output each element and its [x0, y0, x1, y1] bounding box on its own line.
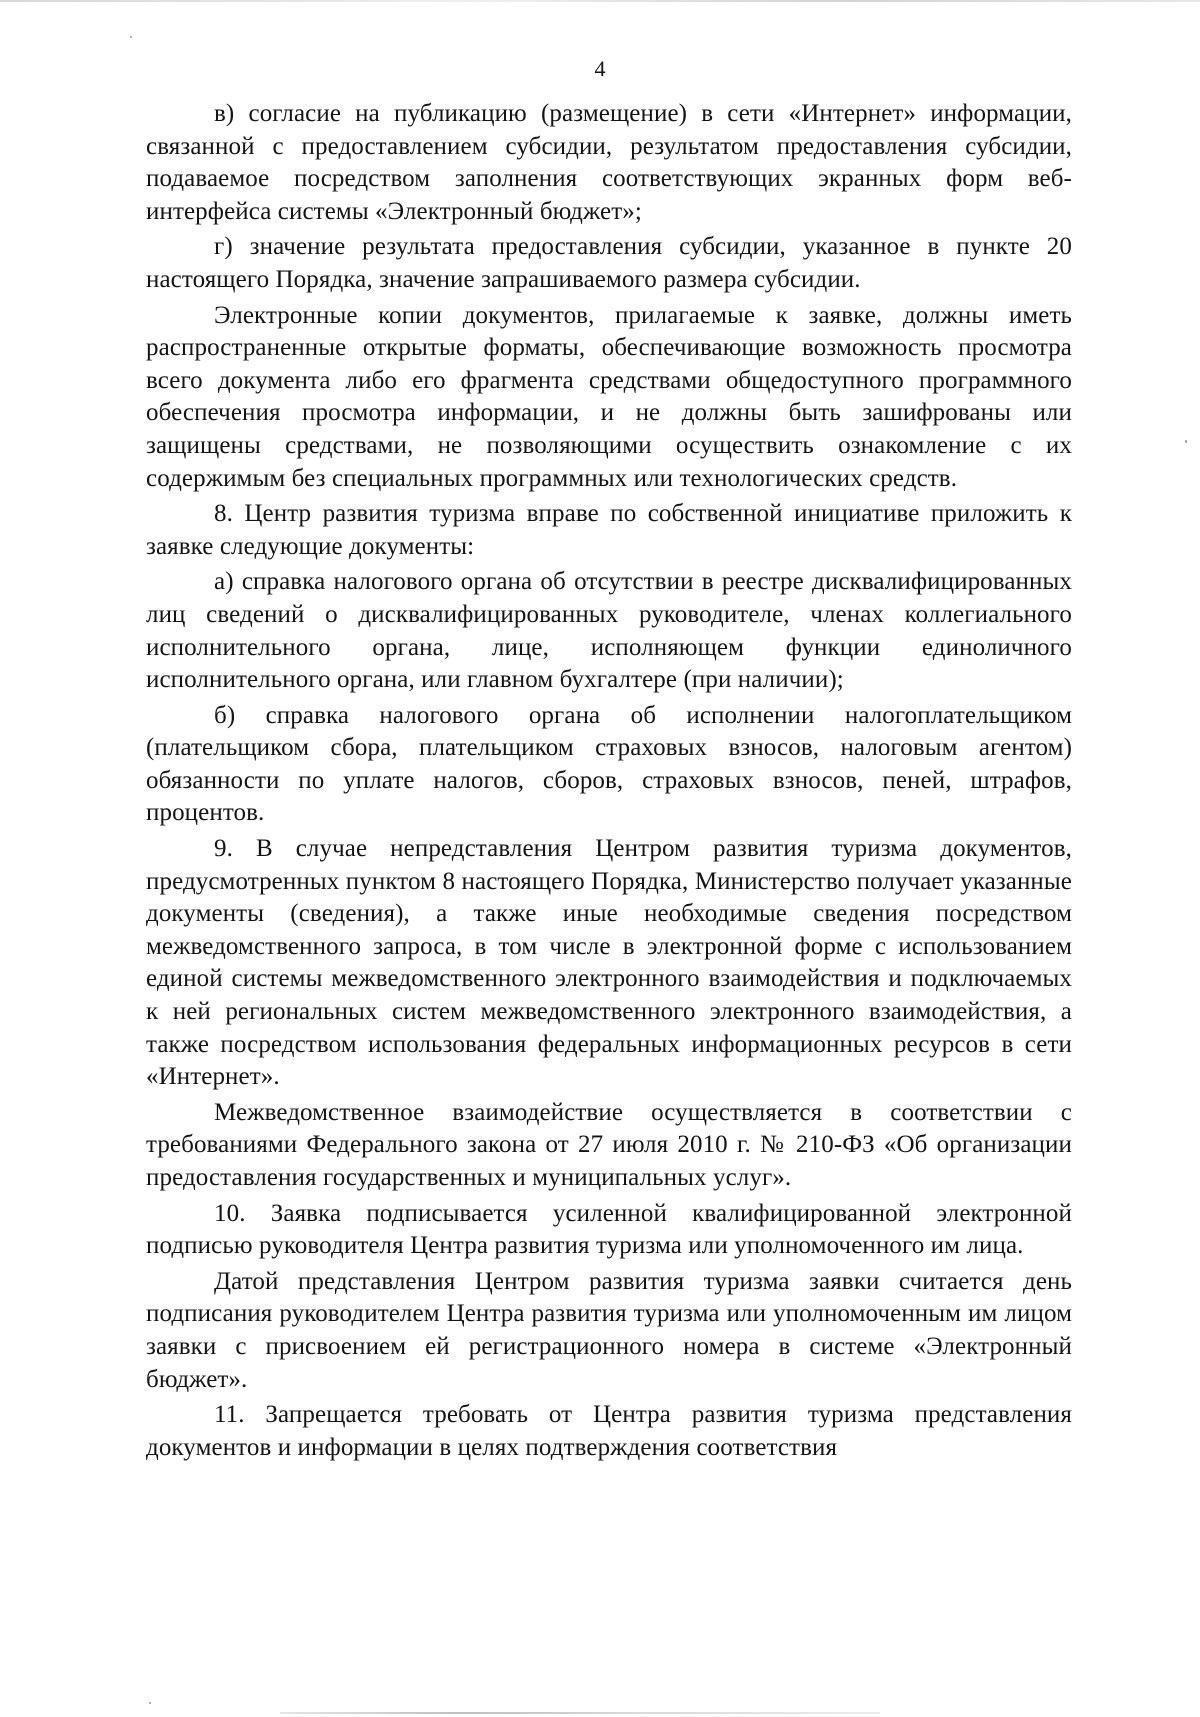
scan-edge-bottom	[280, 1712, 880, 1714]
paragraph-subitem-a: а) справка налогового органа об отсутствии в реестре дисквалифицированных лиц сведений о дисквалифицированных руководителе, членах коллегиального исполнительного органа, лице, исполняющем функции единоличного исполнительного органа, или главном бухгалтере (при наличии);	[146, 568, 1072, 694]
paragraph-electronic-copies: Электронные копии документов, прилагаемые к заявке, должны иметь распространенные открытые форматы, обеспечивающие возможность просмотра всего документа либо его фрагмента средствами общедоступного программного обеспечения просмотра информации, и не должны быть зашифрованы или защищены средствами, не позволяющими осуществить ознакомление с их содержимым без специальных программных или технологических средств.	[146, 301, 1072, 492]
paragraph-item-9: 9. В случае непредставления Центром развития туризма документов, предусмотренных пунктом 8 настоящего Порядка, Министерство получает указанные документы (сведения), а также иные необходимые сведения посредством межведомственного запроса, в том числе в электронной форме с использованием единой системы межведомственного электронного взаимодействия и подключаемых к ней региональных систем межведомственного электронного взаимодействия, а также посредством использования федеральных информационных ресурсов в сети «Интернет».	[146, 835, 1072, 1091]
scan-speck	[149, 1702, 151, 1704]
paragraph-subitem-g: г) значение результата предоставления субсидии, указанное в пункте 20 настоящего Порядка, значение запрашиваемого размера субсидии.	[146, 233, 1072, 293]
document-body	[146, 98, 1072, 1464]
paragraph-submission-date: Датой представления Центром развития туризма заявки считается день подписания руководителем Центра развития туризма или уполномоченным им лицом заявки с присвоением ей регистрационного номера в системе «Электронный бюджет».	[146, 1267, 1072, 1393]
scan-speck	[130, 36, 132, 38]
paragraph-subitem-b: б) справка налогового органа об исполнении налогоплательщиком (плательщиком сбора, плательщиком страховых взносов, налоговым агентом) обязанности по уплате налогов, сборов, страховых взносов, пеней, штрафов, процентов.	[146, 701, 1072, 827]
paragraph-item-11: 11. Запрещается требовать от Центра развития туризма представления документов и информации в целях подтверждения соответствия	[146, 1401, 1072, 1461]
paragraph-interagency: Межведомственное взаимодействие осуществляется в соответствии с требованиями Федерального закона от 27 июля 2010 г. № 210-ФЗ «Об организации предоставления государственных и муниципальных услуг».	[146, 1098, 1072, 1191]
page-number: 4	[594, 56, 606, 81]
paragraph-subitem-v: в) согласие на публикацию (размещение) в сети «Интернет» информации, связанной с предоставлением субсидии, результатом предоставления субсидии, подаваемое посредством заполнения соответствующих экранных форм веб-интерфейса системы «Электронный бюджет»;	[146, 100, 1072, 225]
scan-speck	[1185, 440, 1187, 443]
paragraph-item-8: 8. Центр развития туризма вправе по собственной инициативе приложить к заявке следующие документы:	[146, 500, 1072, 560]
scan-edge-top	[0, 0, 1200, 2]
paragraph-item-10: 10. Заявка подписывается усиленной квалифицированной электронной подписью руководителя Центра развития туризма или уполномоченного им лица.	[146, 1199, 1072, 1260]
